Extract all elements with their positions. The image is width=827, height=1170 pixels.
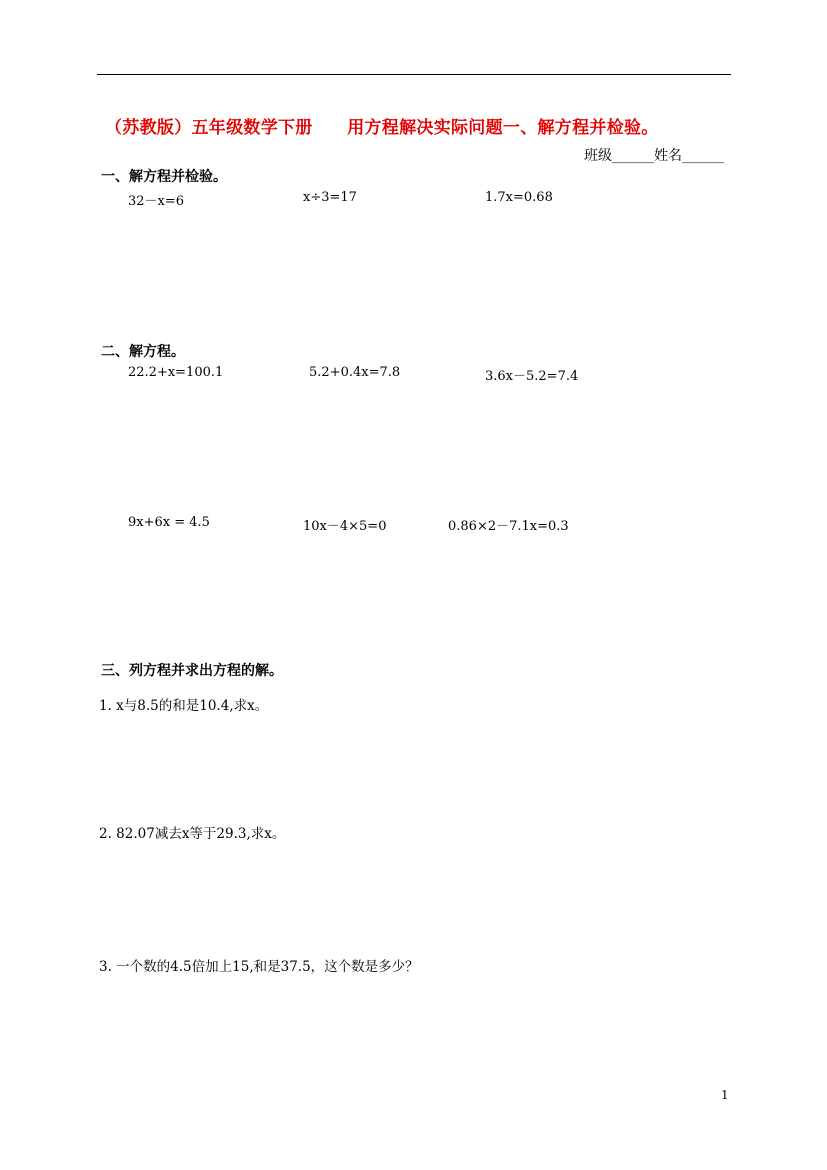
equation-2-5: 10x－4×5=0 [303,519,387,534]
equation-2-3: 3.6x－5.2=7.4 [485,369,579,384]
equation-2-2: 5.2+0.4x=7.8 [309,365,401,380]
word-problem-2: 2. 82.07减去x等于29.3,求x。 [99,826,286,842]
equation-1-3: 1.7x=0.68 [485,190,553,205]
equation-1-2: x÷3=17 [303,190,357,205]
header-rule [97,74,731,75]
word-problem-3: 3. 一个数的4.5倍加上15,和是37.5，这个数是多少？ [99,959,419,975]
section-1-heading: 一、解方程并检验。 [101,169,227,185]
section-3-heading: 三、列方程并求出方程的解。 [101,663,283,679]
equation-1-1: 32－x=6 [128,194,185,209]
class-name-line: 班级______姓名______ [584,148,724,164]
page-title: （苏教版）五年级数学下册 用方程解决实际问题一、解方程并检验。 [105,118,659,138]
equation-2-6: 0.86×2－7.1x=0.3 [448,519,569,534]
equation-2-1: 22.2+x=100.1 [128,365,224,380]
equation-2-4: 9x+6x = 4.5 [128,515,210,530]
word-problem-1: 1. x与8.5的和是10.4,求x。 [99,698,269,714]
section-2-heading: 二、解方程。 [101,344,185,360]
page-number: 1 [721,1088,729,1102]
